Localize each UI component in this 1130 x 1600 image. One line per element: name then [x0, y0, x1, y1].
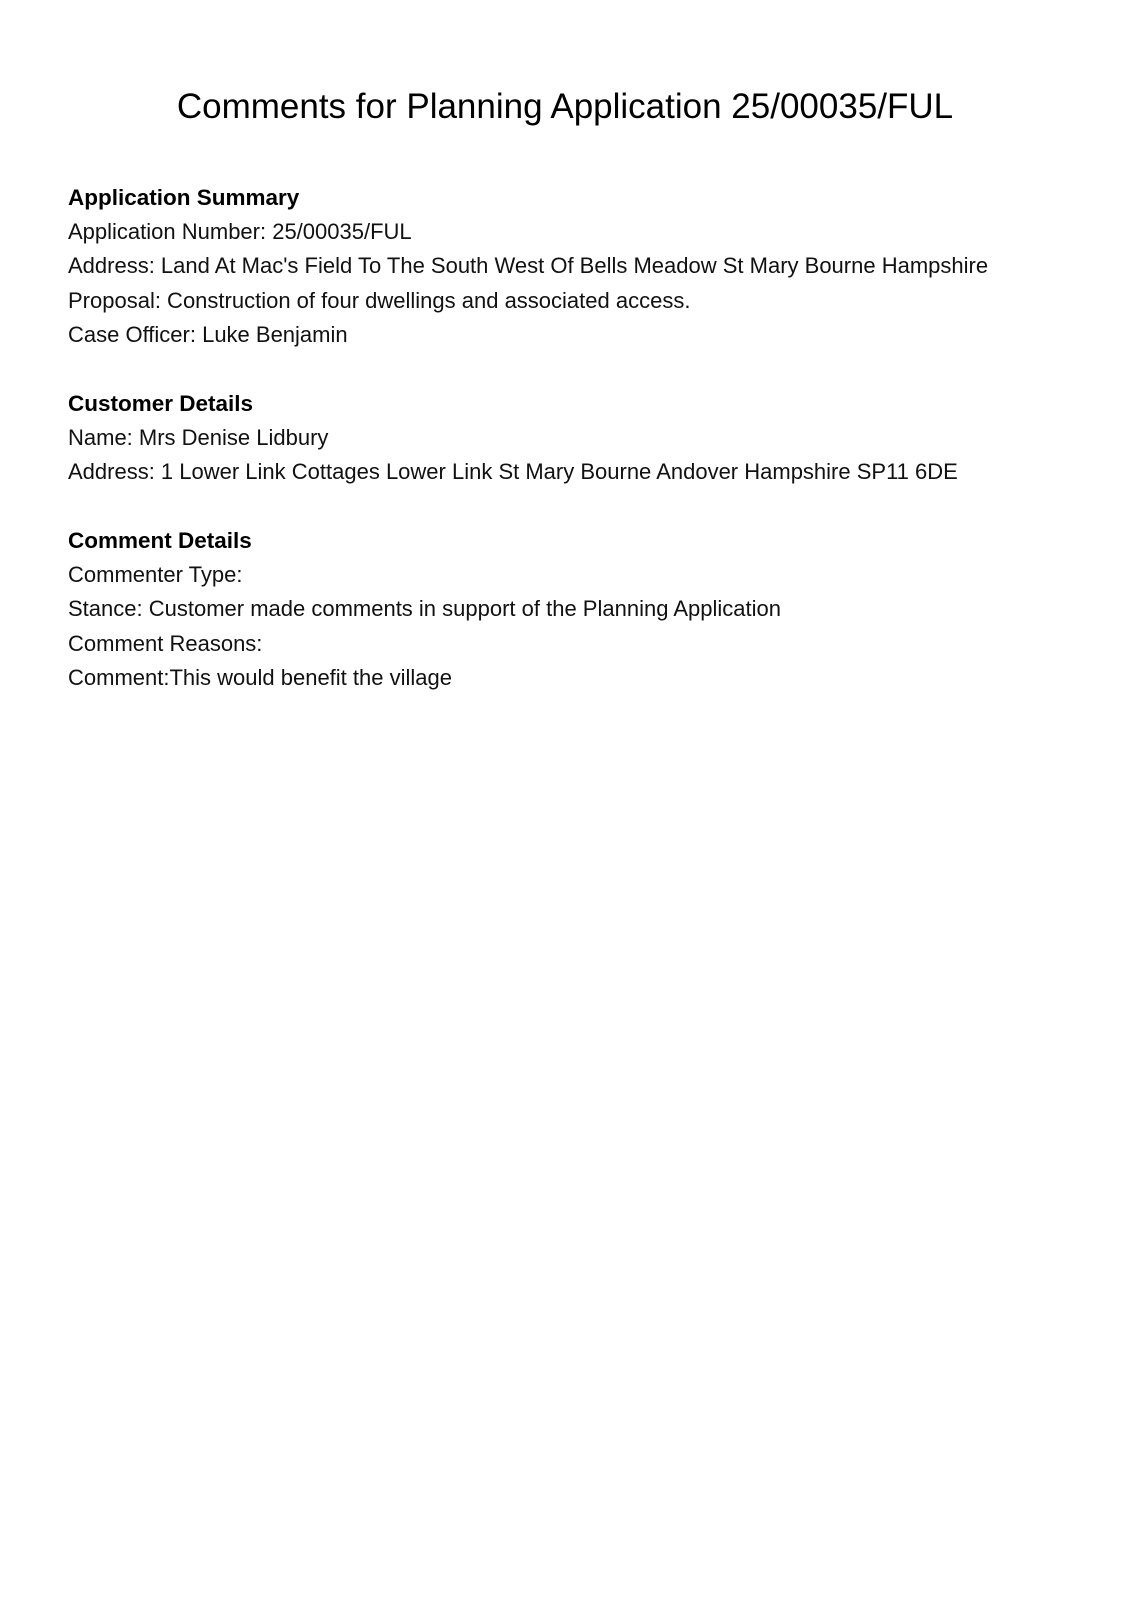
comment-details-section	[68, 524, 1078, 695]
comment-details-heading: Comment Details	[68, 528, 252, 553]
comment-reasons: Comment Reasons:	[68, 630, 263, 656]
application-proposal: Proposal: Construction of four dwellings and associated access.	[68, 287, 691, 313]
commenter-type: Commenter Type:	[68, 562, 243, 587]
comment-stance: Stance: Customer made comments in support of the Planning Application	[68, 596, 781, 622]
case-officer: Case Officer: Luke Benjamin	[68, 321, 348, 347]
page-title: Comments for Planning Application 25/00035/FUL	[176, 87, 954, 126]
customer-name: Name: Mrs Denise Lidbury	[68, 425, 329, 450]
comment-text: Comment:This would benefit the village	[68, 664, 452, 690]
application-number: Application Number: 25/00035/FUL	[68, 219, 412, 244]
application-address: Address: Land At Mac's Field To The South West Of Bells Meadow St Mary Bourne Hampshire	[68, 253, 989, 279]
application-summary-section	[68, 181, 1078, 352]
customer-details-section	[68, 387, 1078, 490]
application-summary-heading: Application Summary	[68, 185, 300, 210]
customer-details-heading: Customer Details	[68, 391, 254, 416]
customer-address: Address: 1 Lower Link Cottages Lower Link St Mary Bourne Andover Hampshire SP11 6DE	[68, 459, 958, 485]
